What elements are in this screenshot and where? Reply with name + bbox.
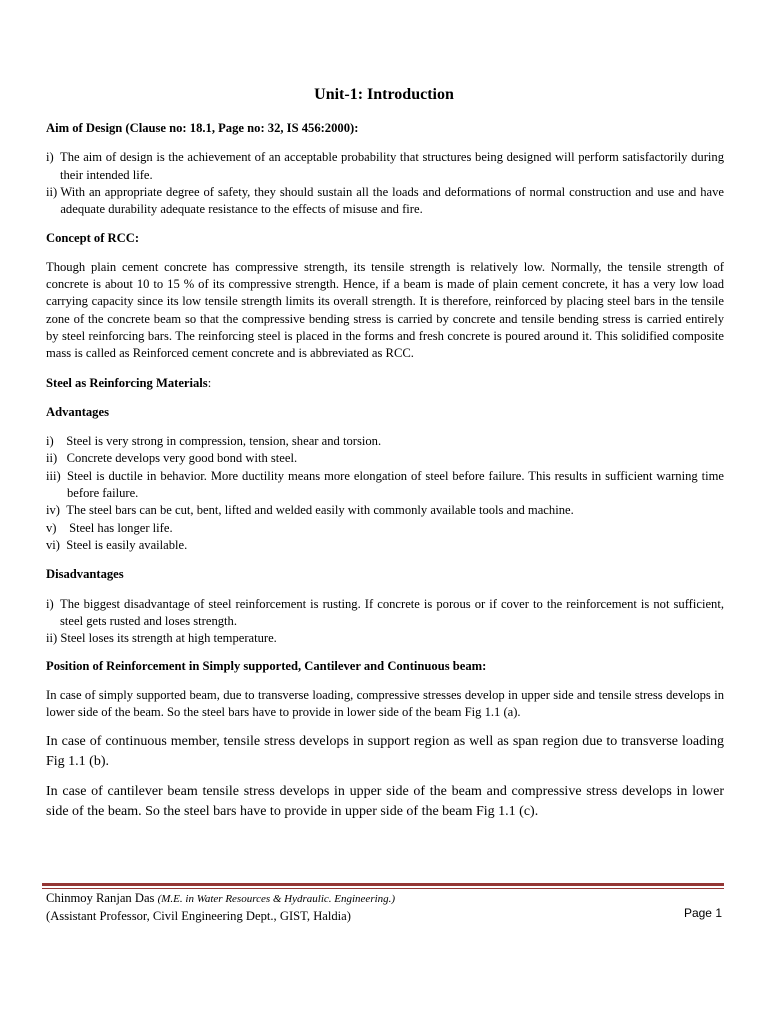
advantage-text: Concrete develops very good bond with steel. <box>66 451 298 466</box>
position-paragraph-1: In case of simply supported beam, due to transverse loading, compressive stresses develop in upper side and tensile stress develops in lower side of the beam. So the steel bars have to provide in lower side of the beam Fig 1.1 (a). <box>46 687 724 720</box>
aim-item-text: With an appropriate degree of safety, they should sustain all the loads and deformations of normal construction and use and have adequate durability adequate resistance to the effects of misuse and fire. <box>60 184 724 217</box>
aim-heading: Aim of Design (Clause no: 18.1, Page no: 32, IS 456:2000): <box>46 121 359 135</box>
advantage-number: iii) <box>46 468 67 483</box>
advantage-item-5 <box>46 520 724 537</box>
disadvantage-number: i) <box>46 596 60 611</box>
aim-item-text: The aim of design is the achievement of an acceptable probability that structures being designed will perform satisfactorily during their intended life. <box>60 150 724 182</box>
position-paragraph-3: In case of cantilever beam tensile stress develops in upper side of the beam and compressive stress develops in lower side of the beam. So the steel bars have to provide in upper side of the beam Fig 1.1 (c). <box>46 784 724 819</box>
advantage-text: Steel is easily available. <box>66 537 188 552</box>
aim-item-number: i) <box>46 150 60 165</box>
advantage-item-6 <box>46 537 724 554</box>
disadvantage-item-2 <box>46 630 724 647</box>
disadvantage-text: The biggest disadvantage of steel reinforcement is rusting. If concrete is porous or if cover to the reinforcement is not sufficient, steel gets rusted and loses strength. <box>60 596 724 628</box>
concept-heading: Concept of RCC: <box>46 231 140 246</box>
disadvantage-item-1 <box>46 596 724 631</box>
concept-paragraph: Though plain cement concrete has compressive strength, its tensile strength is relatively low. Normally, the tensile strength of concrete is about 10 to 15 % of its compressive strength. Hence, if a beam is made of plain cement concrete, it has a very low load carrying capacity since its low tensile strength limits its overall strength. It is therefore, reinforced by placing steel bars in the tensile zone of the concrete beam so that the compressive bending stress is carried by concrete and tensile bending stress is carried entirely by steel reinforcing bars. The reinforcing steel is placed in the forms and fresh concrete is poured around it. This solidified composite mass is called as Reinforced cement concrete and is abbreviated as RCC. <box>46 259 724 361</box>
disadvantages-heading: Disadvantages <box>46 567 124 582</box>
steel-heading: Steel as Reinforcing Materials <box>46 375 208 390</box>
content-body <box>46 120 724 821</box>
disadvantage-number: ii) <box>46 631 61 646</box>
advantage-text: Steel has longer life. <box>69 520 173 535</box>
page-footer <box>46 890 724 925</box>
advantage-number: i) <box>46 434 67 449</box>
footer-divider-thin <box>42 888 724 889</box>
steel-heading-line <box>46 375 724 392</box>
advantage-item-1 <box>46 433 724 450</box>
advantage-text: Steel is ductile in behavior. More ductility means more elongation of steel before failure. This results in sufficient warning time before failure. <box>67 468 724 501</box>
advantage-item-2 <box>46 450 724 467</box>
advantage-item-3 <box>46 468 724 503</box>
footer-qualification: (M.E. in Water Resources & Hydraulic. Engineering.) <box>157 893 396 905</box>
advantage-number: v) <box>46 520 70 535</box>
steel-heading-suffix: : <box>207 375 212 390</box>
page-title: Unit-1: Introduction <box>314 86 454 103</box>
advantage-text: The steel bars can be cut, bent, lifted and welded easily with commonly available tools and machine. <box>66 503 574 518</box>
page-number: Page 1 <box>683 906 722 920</box>
footer-affiliation: (Assistant Professor, Civil Engineering Dept., GIST, Haldia) <box>46 909 351 923</box>
advantages-heading: Advantages <box>46 404 109 419</box>
advantage-number: ii) <box>46 451 67 466</box>
advantage-number: vi) <box>46 537 67 552</box>
footer-author: Chinmoy Ranjan Das <box>46 891 158 905</box>
footer-author-line <box>46 890 724 908</box>
position-paragraph-2: In case of continuous member, tensile stress develops in support region as well as span region due to transverse loading Fig 1.1 (b). <box>46 734 724 769</box>
aim-item-number: ii) <box>46 184 61 199</box>
disadvantage-text: Steel loses its strength at high temperature. <box>60 631 277 646</box>
aim-item-1 <box>46 149 724 184</box>
footer-divider <box>42 883 724 886</box>
advantage-number: iv) <box>46 503 67 518</box>
position-heading: Position of Reinforcement in Simply supported, Cantilever and Continuous beam: <box>46 659 487 674</box>
advantage-item-4 <box>46 502 724 519</box>
aim-item-2 <box>46 184 724 219</box>
advantage-text: Steel is very strong in compression, tension, shear and torsion. <box>66 434 382 449</box>
